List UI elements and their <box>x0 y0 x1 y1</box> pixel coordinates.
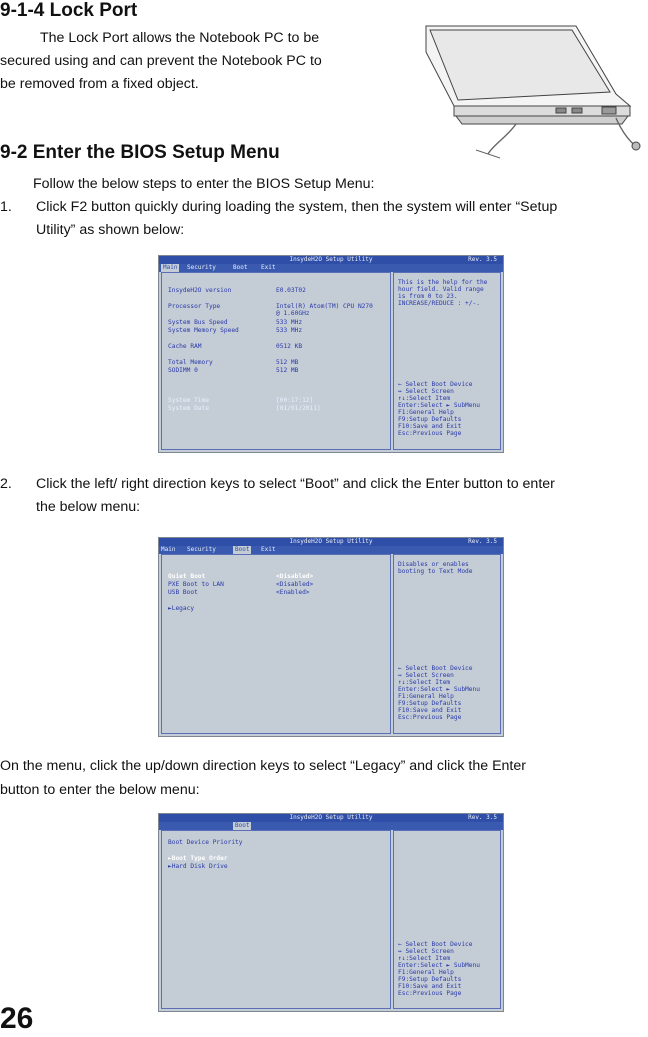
bios-help-key: ← Select Boot Device <box>398 665 473 672</box>
step-2-line-2: the below menu: <box>36 499 141 515</box>
bios-menu-boot: Boot <box>235 822 250 829</box>
page-number: 26 <box>0 1002 34 1035</box>
legacy-para-line-2: button to enter the below menu: <box>0 782 200 798</box>
bios-menu-security: Security <box>187 546 216 553</box>
bios-intro: Follow the below steps to enter the BIOS Setup Menu: <box>33 176 375 192</box>
section-heading-lock-port: 9-1-4 Lock Port <box>0 0 138 21</box>
bios-help-key: Enter:Select ► SubMenu <box>398 402 480 409</box>
bios-row-value: <Enabled> <box>276 589 310 596</box>
bios-help-key: F10:Save and Exit <box>398 423 462 430</box>
bios-row-value: 533 MHz <box>276 327 303 334</box>
bios-row-value: 533 MHz <box>276 319 303 326</box>
lock-port-line-1: The Lock Port allows the Notebook PC to be <box>40 30 320 46</box>
bios-help-text: This is the help for the <box>398 279 488 286</box>
bios-help-key: ↔ Select Screen <box>398 672 454 679</box>
bios-help-key: ↔ Select Screen <box>398 948 454 955</box>
lock-port-line-3: be removed from a fixed object. <box>0 76 199 92</box>
bios-row-label: System Bus Speed <box>168 319 228 326</box>
bios-help-key: ↑↓:Select Item <box>398 955 451 962</box>
bios-row-value: [00:17:12] <box>276 397 314 404</box>
bios-help-key: Esc:Previous Page <box>398 990 462 997</box>
bios-row-label: System Memory Speed <box>168 327 239 334</box>
bios-row-label: InsydeH2O version <box>168 287 232 294</box>
bios-help-text: INCREASE/REDUCE : +/-. <box>398 300 480 307</box>
bios-title: InsydeH2O Setup Utility <box>289 814 373 821</box>
bios-help-text: is from 0 to 23. <box>398 293 458 300</box>
bios-row-label: Total Memory <box>168 359 213 366</box>
bios-row-value: <Disabled> <box>276 581 314 588</box>
bios-menu-exit: Exit <box>261 264 276 271</box>
step-2-number: 2. <box>0 476 12 492</box>
bios-row-value: 512 MB <box>276 367 299 374</box>
bios-help-key: ↔ Select Screen <box>398 388 454 395</box>
bios-row-label: ►Legacy <box>168 605 195 612</box>
bios-help-text: Disables or enables <box>398 561 469 568</box>
bios-legacy-screenshot <box>158 813 504 1012</box>
bios-row-value: @ 1.60GHz <box>276 310 310 317</box>
bios-menu-boot: Boot <box>233 264 248 271</box>
bios-title: InsydeH2O Setup Utility <box>289 256 373 263</box>
bios-help-key: F10:Save and Exit <box>398 983 462 990</box>
step-1-line-2: Utility” as shown below: <box>36 222 185 238</box>
bios-row-value: 512 MB <box>276 359 299 366</box>
bios-help-text: hour field. Valid range <box>398 286 484 293</box>
notebook-lock-port-illustration <box>416 22 648 160</box>
bios-row-label: System Time <box>168 397 209 404</box>
bios-rev: Rev. 3.5 <box>468 256 497 263</box>
bios-menu-exit: Exit <box>261 546 276 553</box>
bios-row-label: Quiet Boot <box>168 573 206 580</box>
bios-main-screenshot <box>158 255 504 453</box>
bios-menu-security: Security <box>187 264 216 271</box>
bios-help-key: Enter:Select ► SubMenu <box>398 686 480 693</box>
bios-help-key: F1:General Help <box>398 409 454 416</box>
bios-help-key: ← Select Boot Device <box>398 381 473 388</box>
legacy-para-line-1: On the menu, click the up/down direction keys to select “Legacy” and click the Enter <box>0 758 526 774</box>
step-1-number: 1. <box>0 199 12 215</box>
bios-row-value: <Disabled> <box>276 573 314 580</box>
bios-menu-boot: Boot <box>235 546 250 553</box>
bios-row-label: Cache RAM <box>168 343 202 350</box>
section-heading-bios: 9-2 Enter the BIOS Setup Menu <box>0 142 280 163</box>
bios-menu-main: Main <box>163 264 178 271</box>
bios-rev: Rev. 3.5 <box>468 538 497 545</box>
bios-help-key: Esc:Previous Page <box>398 430 462 437</box>
bios-row-value: 0512 KB <box>276 343 303 350</box>
bios-menu-main: Main <box>161 546 176 553</box>
bios-row-label: SODIMM 0 <box>168 367 198 374</box>
step-2-line-1: Click the left/ right direction keys to select “Boot” and click the Enter button to enter <box>36 476 555 492</box>
bios-row-value: Intel(R) Atom(TM) CPU N270 <box>276 303 373 310</box>
bios-boot-screenshot <box>158 537 504 737</box>
bios-row-label: USB Boot <box>168 589 198 596</box>
bios-row-value: [01/01/2011] <box>276 405 321 412</box>
bios-row-label: Processor Type <box>168 303 221 310</box>
bios-help-key: F9:Setup Defaults <box>398 976 462 983</box>
step-1-line-1: Click F2 button quickly during loading the system, then the system will enter “Setup <box>36 199 558 215</box>
bios-rev: Rev. 3.5 <box>468 814 497 821</box>
bios-help-key: F9:Setup Defaults <box>398 700 462 707</box>
bios-help-key: ↑↓:Select Item <box>398 679 451 686</box>
bios-help-key: F10:Save and Exit <box>398 707 462 714</box>
bios-help-text: booting to Text Mode <box>398 568 473 575</box>
bios-help-key: F1:General Help <box>398 969 454 976</box>
bios-help-key: F9:Setup Defaults <box>398 416 462 423</box>
bios-row-value: E0.03T02 <box>276 287 306 294</box>
bios-row-label: System Date <box>168 405 209 412</box>
bios-row-label: ►Boot Type Order <box>168 855 228 862</box>
lock-port-line-2: secured using and can prevent the Notebook PC to <box>0 53 322 69</box>
bios-row-label: Boot Device Priority <box>168 839 243 846</box>
bios-help-key: Esc:Previous Page <box>398 714 462 721</box>
bios-help-key: Enter:Select ► SubMenu <box>398 962 480 969</box>
bios-row-label: PXE Boot to LAN <box>168 581 224 588</box>
bios-help-key: F1:General Help <box>398 693 454 700</box>
bios-title: InsydeH2O Setup Utility <box>289 538 373 545</box>
bios-row-label: ►Hard Disk Drive <box>168 863 228 870</box>
bios-help-key: ↑↓:Select Item <box>398 395 451 402</box>
bios-help-key: ← Select Boot Device <box>398 941 473 948</box>
